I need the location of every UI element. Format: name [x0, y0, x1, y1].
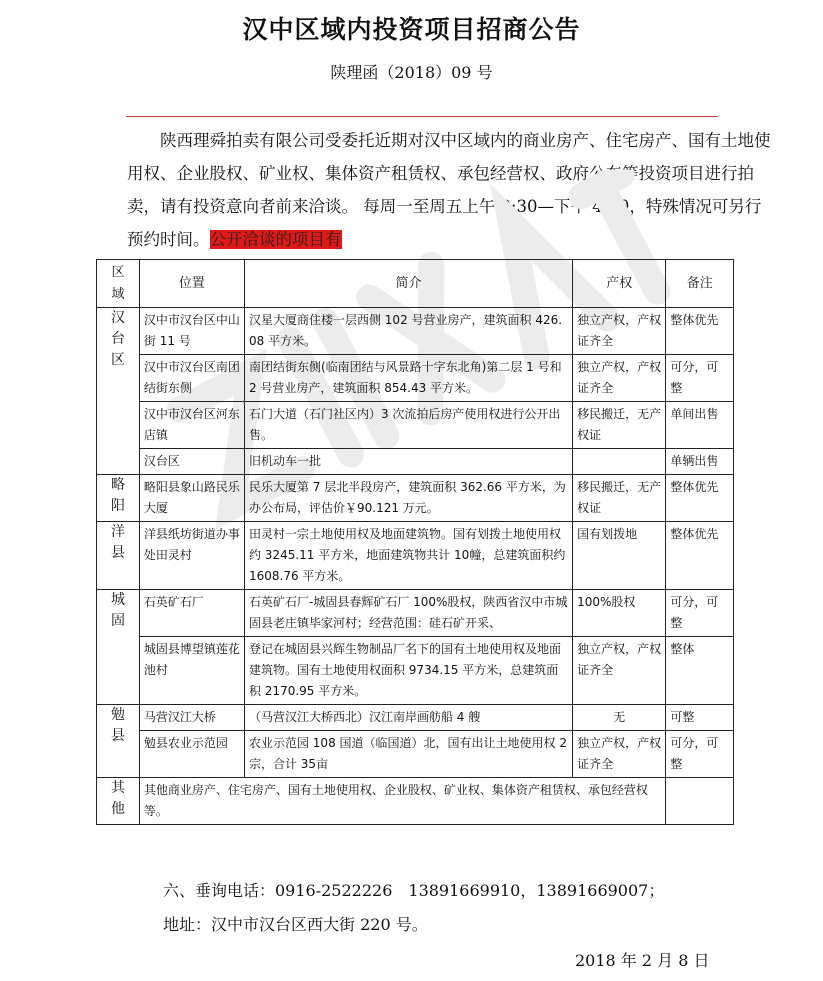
projects-table	[96, 259, 734, 825]
document-number: 陕理函（2018）09 号	[330, 63, 493, 82]
region-cell: 略阳	[97, 475, 140, 522]
location-cell: 马营汉江大桥	[139, 705, 244, 731]
location-cell: 汉中市汉台区中山街 11 号	[139, 308, 244, 355]
table-row	[97, 637, 734, 705]
remarks-cell: 可分，可整	[666, 355, 734, 402]
table-row	[97, 705, 734, 731]
rights-cell: 独立产权，产权证齐全	[573, 355, 666, 402]
remarks-cell: 整体优先	[666, 308, 734, 355]
remarks-cell: 可分，可整	[666, 590, 734, 637]
remarks-cell: 整体	[666, 637, 734, 705]
region-cell: 勉县	[97, 705, 140, 778]
header-region: 区域	[97, 260, 140, 308]
rights-cell: 移民搬迁，无产权证	[573, 402, 666, 449]
rights-cell: 独立产权，产权证齐全	[573, 637, 666, 705]
description-cell: 其他商业房产、住宅房产、国有土地使用权、企业股权、矿业权、集体资产租赁权、承包经营权等。	[139, 778, 666, 825]
location-cell: 汉中市汉台区河东店镇	[139, 402, 244, 449]
rights-cell: 独立产权，产权证齐全	[573, 731, 666, 778]
region-cell: 城固	[97, 590, 140, 705]
region-cell: 洋县	[97, 522, 140, 590]
location-cell: 城固县博望镇莲花池村	[139, 637, 244, 705]
remarks-cell: 可分，可整	[666, 731, 734, 778]
table-row	[97, 590, 734, 637]
region-cell: 汉台区	[97, 308, 140, 475]
description-cell: 农业示范园 108 国道（临国道）北，国有出让土地使用权 2宗，合计 35亩	[244, 731, 572, 778]
table-row	[97, 731, 734, 778]
rights-cell	[573, 449, 666, 475]
description-cell: 民乐大厦第 7 层北半段房产，建筑面积 362.66 平方米，为办公布局，评估价￥90.121 万元。	[244, 475, 572, 522]
issue-date: 2018 年 2 月 8 日	[575, 951, 710, 970]
rights-cell: 移民搬迁，无产权证	[573, 475, 666, 522]
description-cell: 石门大道（石门社区内）3 次流拍后房产使用权进行公开出售。	[244, 402, 572, 449]
header-remarks: 备注	[666, 260, 734, 308]
rights-cell: 100%股权	[573, 590, 666, 637]
description-cell: 石英矿石厂-城固县春辉矿石厂 100%股权，陕西省汉中市城固县老庄镇毕家河村；经营范围：硅石矿开采、	[244, 590, 572, 637]
highlighted-phrase: 公开洽谈的项目有	[209, 230, 342, 249]
intro-text: 陕西理舜拍卖有限公司受委托近期对汉中区域内的商业房产、住宅房产、国有土地使用权、企业股权、矿业权、集体资产租赁权、承包经营权、政府公车等投资项目进行拍卖，请有投资意向者前来洽谈。 每周一至周五上午 9:30—下午 4:30，特殊情况可另行预约时间。	[127, 131, 771, 249]
table-row	[97, 475, 734, 522]
table-row	[97, 308, 734, 355]
remarks-cell: 可整	[666, 705, 734, 731]
location-cell: 石英矿石厂	[139, 590, 244, 637]
page-title: 汉中区域内投资项目招商公告	[242, 15, 581, 44]
remarks-cell: 单间出售	[666, 402, 734, 449]
table-row	[97, 355, 734, 402]
header-divider	[126, 116, 718, 117]
description-cell: 汉星大厦商住楼一层西侧 102 号营业房产，建筑面积 426.08 平方米。	[244, 308, 572, 355]
remarks-cell	[666, 778, 734, 825]
location-cell: 勉县农业示范园	[139, 731, 244, 778]
contact-address: 地址：汉中市汉台区西大街 220 号。	[163, 915, 428, 934]
description-cell: 登记在城固县兴辉生物制品厂名下的国有土地使用权及地面建筑物。国有土地使用权面积 9734.15 平方米，总建筑面积 2170.95 平方米。	[244, 637, 572, 705]
location-cell: 略阳县象山路民乐大厦	[139, 475, 244, 522]
table-row	[97, 522, 734, 590]
description-cell: 南团结街东侧(临南团结与风景路十字东北角)第二层 1 号和 2 号营业房产，建筑面积 854.43 平方米。	[244, 355, 572, 402]
description-cell: （马营汉江大桥西北）汉江南岸画舫船 4 艘	[244, 705, 572, 731]
location-cell: 汉台区	[139, 449, 244, 475]
rights-cell: 无	[573, 705, 666, 731]
contact-phone: 六、垂询电话：0916-2522226 13891669910，13891669007；	[163, 881, 665, 900]
table-row	[97, 449, 734, 475]
header-location: 位置	[139, 260, 244, 308]
header-description: 简介	[244, 260, 572, 308]
intro-paragraph	[127, 124, 777, 256]
rights-cell: 国有划拨地	[573, 522, 666, 590]
location-cell: 汉中市汉台区南团结街东侧	[139, 355, 244, 402]
remarks-cell: 整体优先	[666, 475, 734, 522]
table-row	[97, 778, 734, 825]
rights-cell: 独立产权，产权证齐全	[573, 308, 666, 355]
remarks-cell: 整体优先	[666, 522, 734, 590]
table-row	[97, 402, 734, 449]
description-cell: 旧机动车一批	[244, 449, 572, 475]
location-cell: 洋县纸坊街道办事处田灵村	[139, 522, 244, 590]
remarks-cell: 单辆出售	[666, 449, 734, 475]
description-cell: 田灵村一宗土地使用权及地面建筑物。国有划拨土地使用权约 3245.11 平方米，地面建筑物共计 10幢，总建筑面积约 1608.76 平方米。	[244, 522, 572, 590]
region-cell: 其他	[97, 778, 140, 825]
header-rights: 产权	[573, 260, 666, 308]
